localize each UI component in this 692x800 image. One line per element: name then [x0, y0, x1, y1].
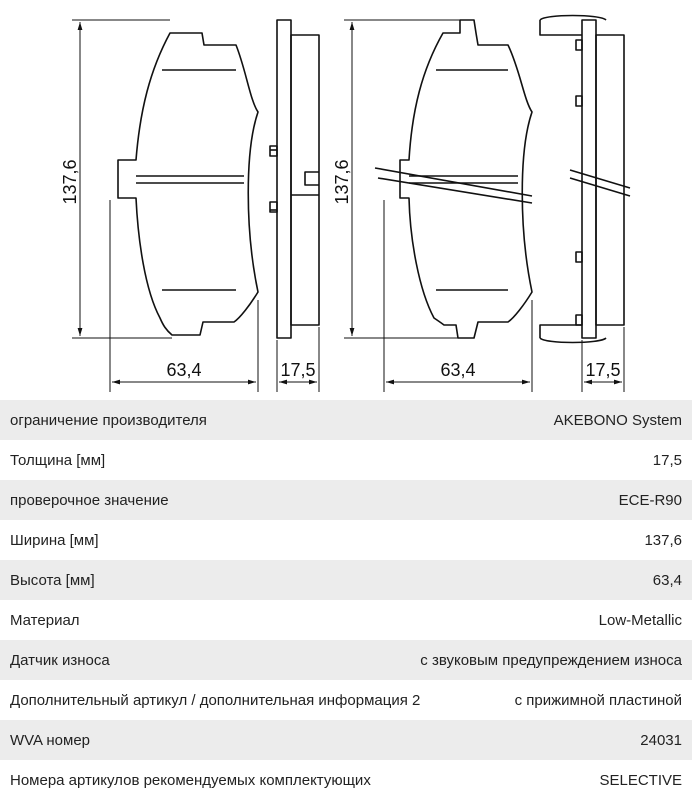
pad-side-view-left [277, 20, 291, 338]
thickness-label-left: 17,5 [280, 360, 316, 380]
spec-row-manufacturer-restriction [0, 400, 692, 440]
height-label-left: 137,6 [60, 159, 80, 205]
spec-row-width [0, 520, 692, 560]
spec-label: Ширина [мм] [10, 531, 99, 549]
spec-row-thickness [0, 440, 692, 480]
spec-row-additional-info [0, 680, 692, 720]
spec-row-height [0, 560, 692, 600]
spec-label: ограничение производителя [10, 411, 207, 429]
spec-value: с прижимной пластиной [514, 691, 682, 709]
spec-value: 63,4 [652, 571, 682, 589]
spec-label: Датчик износа [10, 651, 110, 669]
width-label-left: 63,4 [166, 360, 202, 380]
height-label-right: 137,6 [332, 159, 352, 205]
spec-value: AKEBONO System [553, 411, 682, 429]
width-label-right: 63,4 [440, 360, 476, 380]
spec-row-test-mark [0, 480, 692, 520]
spec-label: Материал [10, 611, 80, 629]
spec-row-wva-number [0, 720, 692, 760]
spec-value: ECE-R90 [618, 491, 682, 509]
thickness-label-right: 17,5 [585, 360, 621, 380]
spec-label: WVA номер [10, 731, 91, 749]
spec-value: Low-Metallic [598, 611, 682, 629]
spec-value: 24031 [640, 731, 682, 749]
spec-value: 137,6 [644, 531, 682, 549]
spec-row-recommended-parts [0, 760, 692, 800]
spec-row-wear-sensor [0, 640, 692, 680]
spec-value: SELECTIVE [599, 771, 682, 789]
pad-side-view-right [582, 20, 596, 338]
spec-value: с звуковым предупреждением износа [420, 651, 682, 669]
spec-label: Толщина [мм] [10, 451, 106, 469]
spec-label: Высота [мм] [10, 571, 95, 589]
spec-label: проверочное значение [10, 491, 169, 509]
spec-label: Номера артикулов рекомендуемых комплектующих [10, 771, 371, 789]
spec-value: 17,5 [652, 451, 682, 469]
specs-table [0, 400, 692, 800]
spec-label: Дополнительный артикул / дополнительная информация 2 [10, 691, 421, 709]
spec-row-material [0, 600, 692, 640]
